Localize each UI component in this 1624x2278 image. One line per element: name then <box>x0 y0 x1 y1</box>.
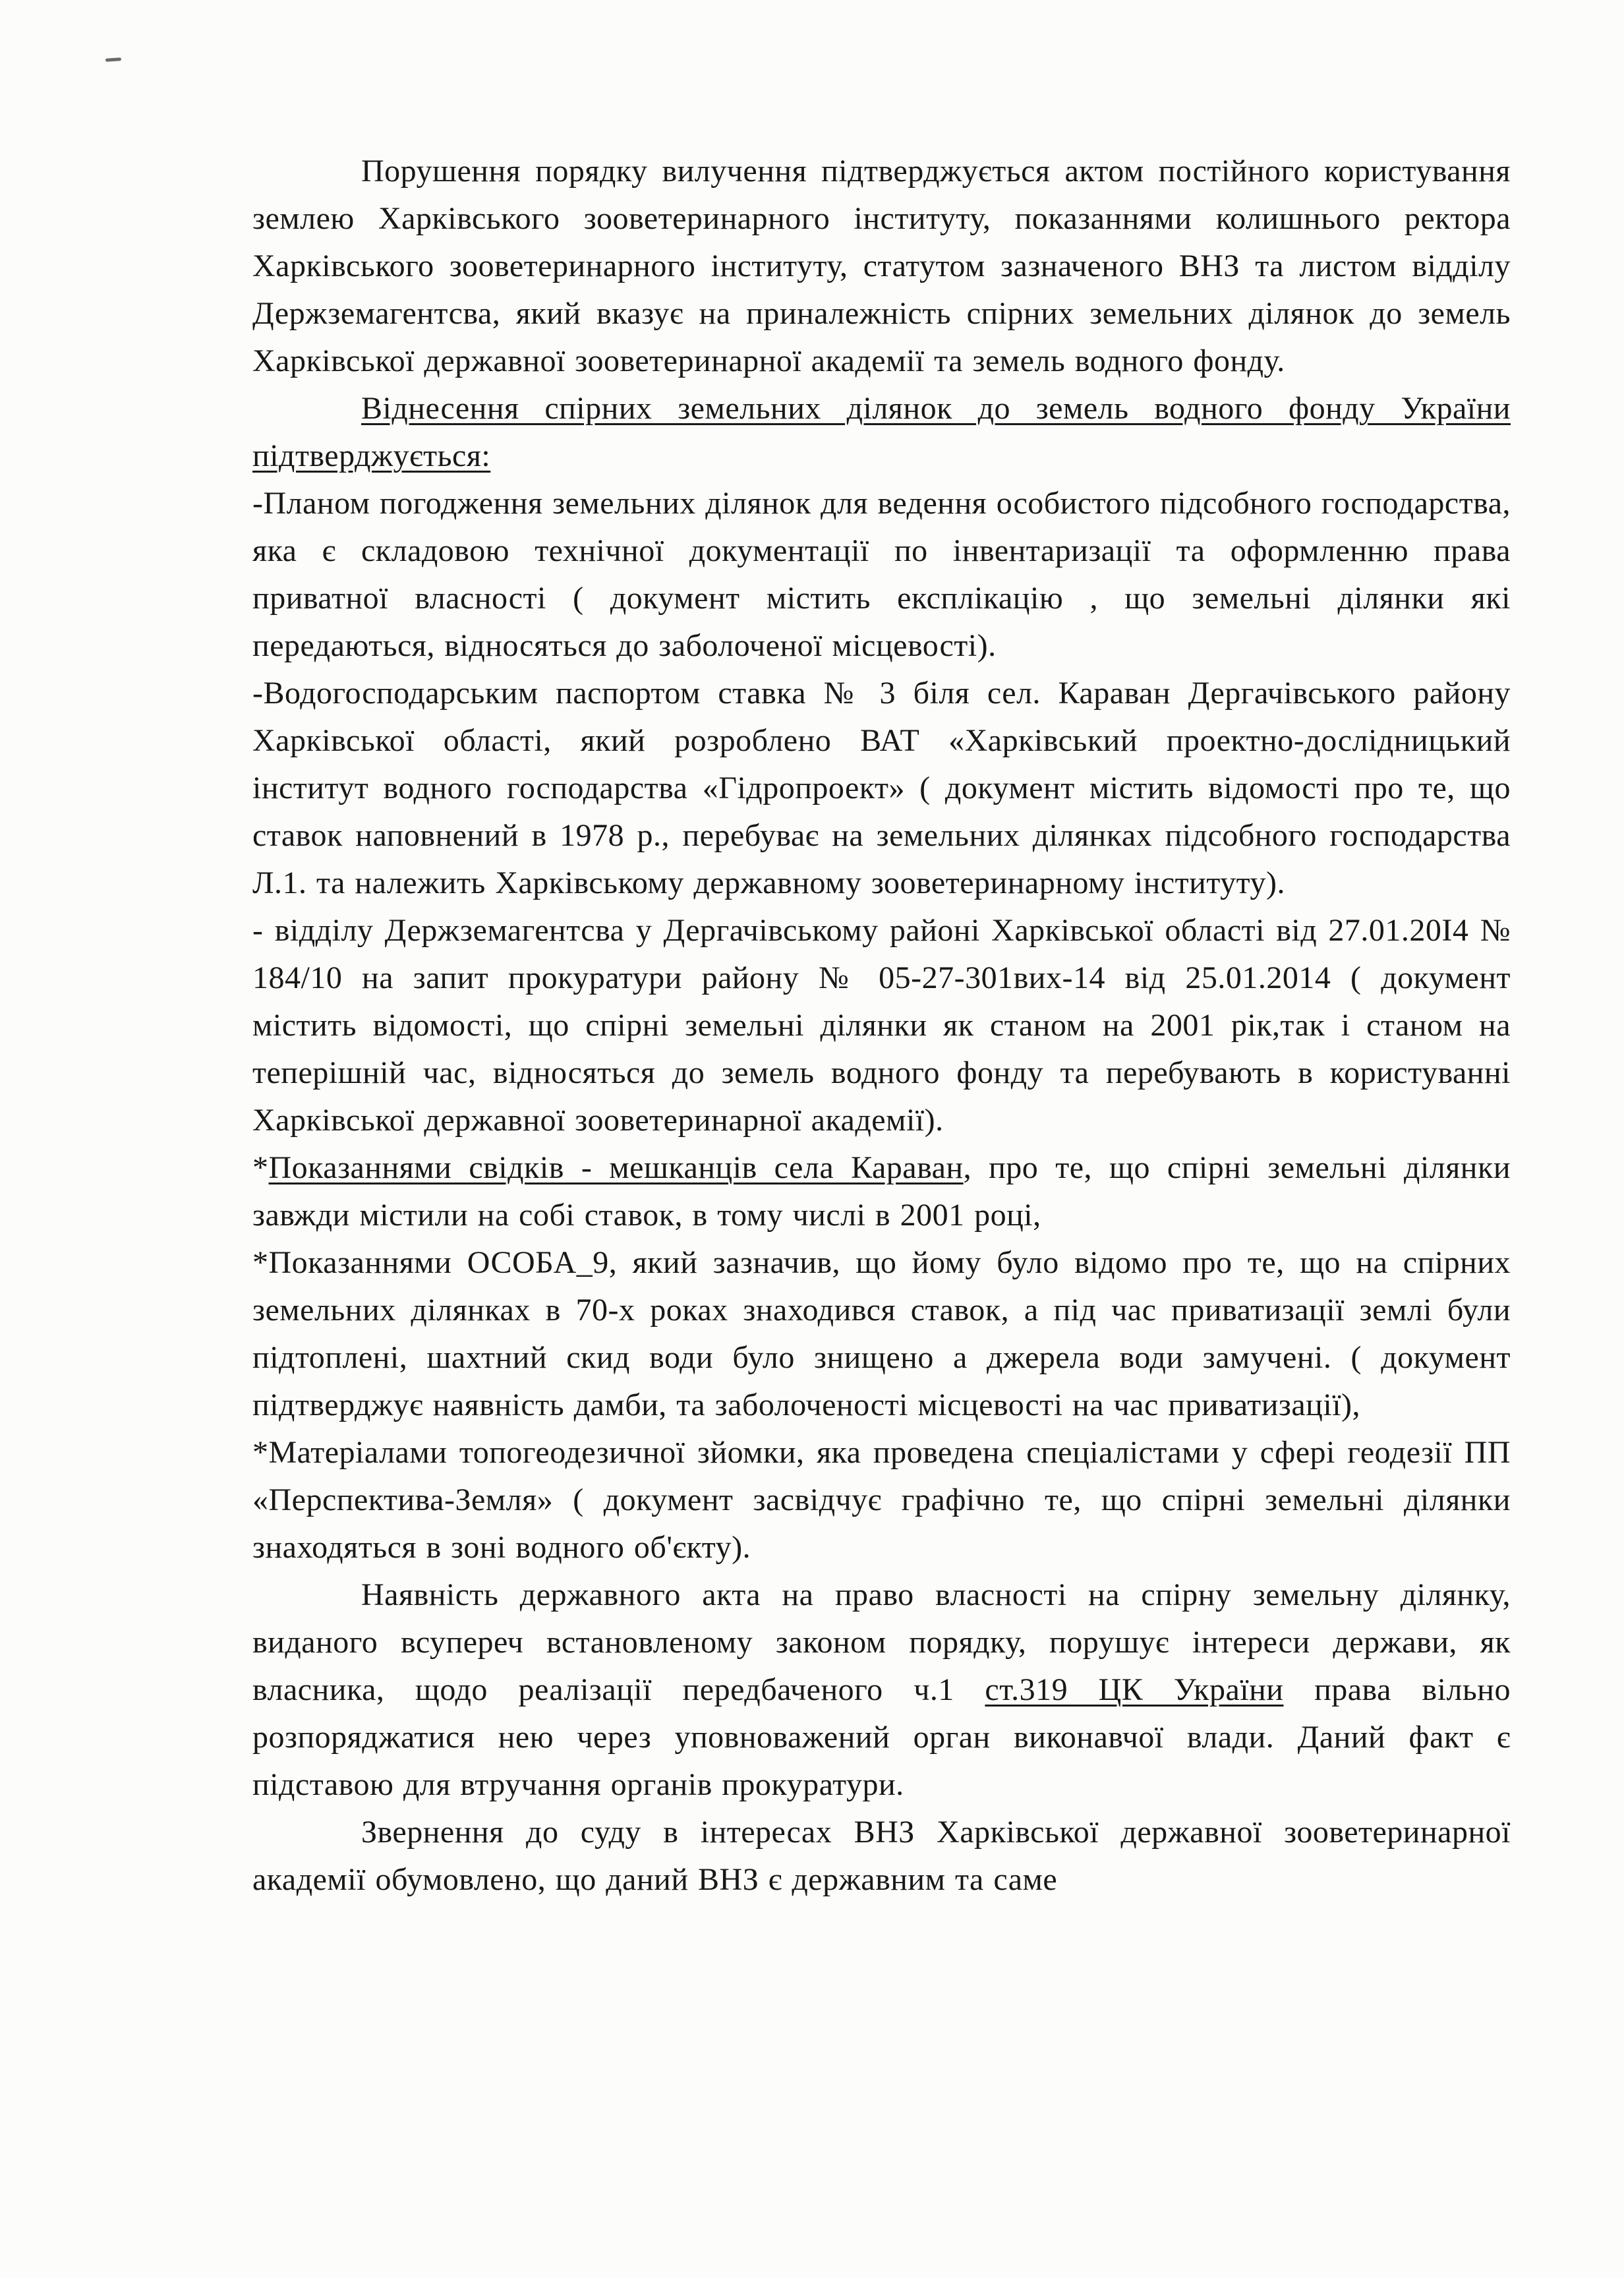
document-text-block <box>252 148 1511 1904</box>
law-reference-underlined: ст.319 ЦК України <box>985 1672 1284 1707</box>
paragraph-derzhzemagentstvo-letter: - відділу Держземагентсва у Дергачівському районі Харківської області від 27.01.20І4 № 184/10 на запит прокуратури району № 05-27-301вих-14 від 25.01.2014 ( документ містить відомості, що спірні земельні ділянки як станом на 2001 рік,так і станом на теперішній час, відносяться до земель водного фонду та перебувають в користуванні Харківської державної зооветеринарної академії). <box>252 913 1511 1138</box>
underlined-text: Показаннями свідків - мешканців села Караван <box>268 1150 964 1185</box>
paragraph-osoba9-testimony: *Показаннями ОСОБА_9, який зазначив, що йому було відомо про те, що на спірних земельних ділянках в 70-х роках знаходився ставок, а під час приватизації землі були підтоплені, шахтний скид води було знищено а джерела води замучені. ( документ підтверджує наявність дамби, та заболоченості місцевості на час приватизації), <box>252 1245 1511 1422</box>
paragraph-text: , про те, що спірні земельні ділянки завжди містили на собі ставок, в тому числі в 2001 році, <box>252 1150 1511 1233</box>
paragraph-state-act <box>252 1571 1511 1809</box>
paragraph-court-appeal: Звернення до суду в інтересах ВНЗ Харківської державної зооветеринарної академії обумовлено, що даний ВНЗ є державним та саме <box>252 1815 1511 1897</box>
paragraph-topogeodesy-materials: *Матеріалами топогеодезичної зйомки, яка проведена спеціалістами у сфері геодезії ПП «Перспектива-Земля» ( документ засвідчує графічно те, що спірні земельні ділянки знаходяться в зоні водного об'єкту). <box>252 1435 1511 1565</box>
paragraph-water-passport: -Водогосподарським паспортом ставка № 3 біля сел. Караван Дергачівського району Харківської області, який розроблено ВАТ «Харківський проектно-дослідницький інститут водного господарства «Гідропроект» ( документ містить відомості про те, що ставок наповнений в 1978 р., перебуває на земельних ділянках підсобного господарства Л.1. та належить Харківському державному зооветеринарному інституту). <box>252 676 1511 900</box>
paragraph-text: права вільно розпоряджатися нею через уповноважений орган виконавчої влади. Даний факт є підставою для втручання органів прокуратури. <box>252 1672 1511 1802</box>
paragraph-water-fund-heading <box>252 385 1511 480</box>
paragraph-plan-pogodzhennya: -Планом погодження земельних ділянок для ведення особистого підсобного господарства, яка є складовою технічної документації по інвентаризації та оформленню права приватної власності ( документ містить експлікацію , що земельні ділянки які передаються, відносяться до заболоченої місцевості). <box>252 486 1511 663</box>
paragraph-witness-testimony <box>252 1144 1511 1239</box>
paragraph-text: Наявність державного акта на право власності на спірну земельну ділянку, виданого всупереч встановленому законом порядку, порушує інтереси держави, як власника, щодо реалізації передбаченого ч.1 <box>252 1577 1511 1707</box>
scan-artifact-dash <box>105 57 121 62</box>
paragraph-violation-evidence: Порушення порядку вилучення підтверджується актом постійного користування землею Харківського зооветеринарного інституту, показаннями колишнього ректора Харківського зооветеринарного інституту, статутом зазначеного ВНЗ та листом відділу Держземагентсва, який вказує на приналежність спірних земельних ділянок до земель Харківської державної зооветеринарної академії та земель водного фонду. <box>252 154 1511 378</box>
list-marker: * <box>252 1150 269 1185</box>
underlined-text: Віднесення спірних земельних ділянок до земель водного фонду України підтверджується: <box>252 391 1511 473</box>
